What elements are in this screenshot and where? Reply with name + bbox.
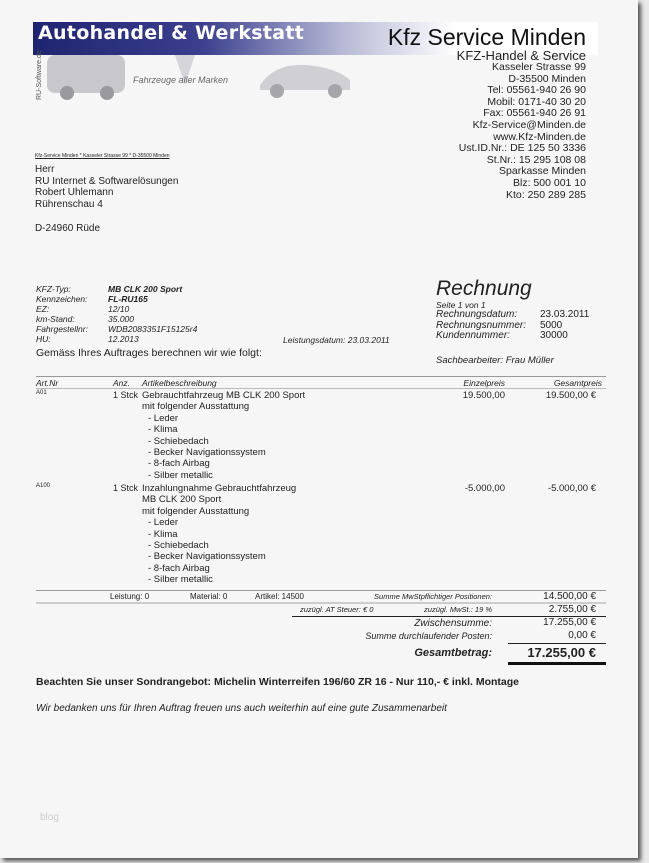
company-line: Sparkasse Minden (499, 165, 586, 178)
vehicle-value: WDB2083351F15125r4 (108, 324, 198, 334)
company-line: www.Kfz-Minden.de (493, 130, 586, 143)
company-line: Blz: 500 001 10 (513, 176, 586, 189)
mwst-value: 2.755,00 € (548, 604, 596, 615)
vehicle-label: EZ: (36, 304, 50, 314)
logo-text: Autohandel & Werkstatt (38, 22, 305, 44)
vehicle-field (36, 324, 197, 334)
company-line: D-35500 Minden (508, 72, 586, 85)
company-line: Fax: 05561-940 26 91 (483, 107, 586, 120)
vehicle-info (36, 284, 197, 344)
divider (36, 376, 606, 377)
subtotal-value: 17.255,00 € (543, 617, 596, 628)
company-line: Ust.ID.Nr.: DE 125 50 3336 (458, 142, 586, 155)
description-line: mit folgender Ausstattung (142, 505, 250, 517)
material: Material: 0 (190, 592, 228, 601)
description-line: - Klima (148, 528, 178, 540)
at-steuer: zuzügl. AT Steuer: € 0 (300, 605, 374, 614)
vehicle-value: MB CLK 200 Sport (108, 284, 183, 294)
brand-name: Kfz Service Minden (387, 24, 586, 50)
vehicle-value: 35.000 (108, 314, 134, 324)
divider (508, 662, 606, 665)
col-header-artnr: Art.Nr (36, 378, 59, 388)
invoice-fields (436, 310, 589, 342)
description-line: Inzahlungnahme Gebrauchtfahrzeug (142, 483, 297, 494)
description-line: - Becker Navigationssystem (148, 447, 266, 459)
durchlaufend-value: 0,00 € (568, 630, 596, 641)
vehicle-value: 12.2013 (108, 334, 139, 344)
description-line: - 8-fach Airbag (148, 562, 210, 574)
row-artnr: A01 (36, 390, 47, 396)
address-line: Robert Uhlemann (35, 187, 114, 199)
vehicle-label: HU: (36, 334, 51, 344)
vertical-text: RU-Software.de (36, 50, 43, 100)
description-line: - Silber metallic (148, 469, 213, 481)
row-description (142, 483, 296, 586)
description-line: - Schiebedach (148, 435, 209, 447)
special-offer: Beachten Sie unser Sondrangebot: Michelin Winterreifen 196/60 ZR 16 - Nur 110,- € inkl. Montage (36, 676, 520, 688)
address-line: RU Internet & Softwarelösungen (35, 175, 179, 187)
vehicle-field (36, 334, 197, 344)
field-label: Rechnungsnummer: (436, 319, 527, 331)
page-number: Seite 1 von 1 (436, 300, 486, 310)
address-line: Herr (35, 164, 55, 175)
company-line: Kfz-Service@Minden.de (472, 118, 586, 131)
field-label: Kundennummer: (436, 330, 510, 341)
mwst-positions-label: Summe MwStpflichtiger Positionen: (374, 592, 492, 601)
row-unit-price: 19.500,00 (462, 390, 505, 401)
leistungsdatum: Leistungsdatum: 23.03.2011 (283, 335, 390, 345)
total-value: 17.255,00 € (527, 645, 596, 660)
row-total-price: -5.000,00 € (547, 483, 596, 494)
company-info (457, 49, 586, 201)
description-line: - Leder (148, 412, 179, 424)
company-line: KFZ-Handel & Service (456, 48, 586, 63)
artikel: Artikel: 14500 (255, 592, 304, 601)
slogan: Fahrzeuge aller Marken (133, 75, 229, 85)
leistung: Leistung: 0 (110, 592, 150, 601)
field-value: 23.03.2011 (540, 309, 590, 320)
mwst-label: zuzügl. MwSt.: 19 % (424, 605, 492, 614)
description-line: - Klima (148, 424, 178, 436)
row-unit-price: -5.000,00 (464, 483, 505, 494)
description-line: - Becker Navigationssystem (148, 551, 266, 563)
row-artnr: A100 (36, 483, 51, 489)
description-line: MB CLK 200 Sport (142, 494, 222, 506)
col-header-qty: Anz. (113, 378, 131, 388)
row-qty: 1 Stck (113, 483, 139, 493)
subtotal-label: Zwischensumme: (414, 618, 492, 629)
vehicle-field (36, 304, 197, 314)
vehicle-label: Fahrgestellnr: (36, 324, 88, 334)
divider (36, 388, 606, 389)
vehicle-label: KFZ-Typ: (36, 284, 71, 294)
company-line: Tel: 05561-940 26 90 (487, 84, 586, 97)
address-line: D-24960 Rüde (35, 222, 101, 234)
invoice-title: Rechnung (436, 277, 532, 300)
description-line: Gebrauchtfahrzeug MB CLK 200 Sport (142, 390, 306, 401)
company-line: Kasseler Strasse 99 (492, 61, 586, 73)
vehicle-field (36, 294, 197, 304)
thanks-text: Wir bedanken uns für Ihren Auftrag freuen uns auch weiterhin auf eine gute Zusammenarbeit (36, 703, 447, 714)
divider (36, 602, 606, 604)
field-value: 5000 (540, 319, 563, 331)
sender-line: Kfz-Service Minden * Kasseler Strasse 99 * D-35500 Minden (35, 153, 170, 159)
vehicle-value: 12/10 (108, 304, 130, 314)
vehicle-field (36, 314, 197, 324)
divider (36, 590, 606, 591)
mwst-positions-value: 14.500,00 € (543, 591, 596, 602)
description-line: - Schiebedach (148, 540, 209, 552)
clerk: Sachbearbeiter: Frau Müller (436, 355, 554, 366)
company-line: Kto: 250 289 285 (506, 188, 586, 201)
vehicle-field (36, 284, 197, 294)
col-header-total: Gesamtpreis (553, 378, 602, 388)
field-value: 30000 (540, 330, 568, 341)
vehicle-label: Kennzeichen: (36, 294, 88, 304)
col-header-desc: Artikelbeschreibung (142, 378, 217, 388)
watermark: blog (40, 812, 59, 823)
vehicle-value: FL-RU165 (108, 294, 148, 304)
row-qty: 1 Stck (113, 390, 139, 400)
company-line: St.Nr.: 15 295 108 08 (486, 153, 586, 166)
total-label: Gesamtbetrag: (414, 647, 492, 659)
address-line: Rührenschau 4 (35, 199, 103, 211)
col-header-unit: Einzelpreis (463, 378, 505, 388)
vehicle-label: km-Stand: (36, 314, 75, 324)
intro-text: Gemäss Ihres Auftrages berechnen wir wie folgt: (36, 347, 262, 359)
row-description (142, 390, 305, 481)
description-line: - Silber metallic (148, 574, 213, 586)
recipient-address (35, 164, 178, 234)
durchlaufend-label: Summe durchlaufender Posten: (365, 631, 492, 641)
row-total-price: 19.500,00 € (545, 390, 596, 401)
description-line: - 8-fach Airbag (148, 458, 210, 470)
field-label: Rechnungsdatum: (436, 309, 518, 320)
description-line: - Leder (148, 517, 179, 529)
company-line: Mobil: 0171-40 30 20 (487, 95, 586, 108)
divider (508, 643, 606, 644)
description-line: mit folgender Ausstattung (142, 401, 250, 413)
